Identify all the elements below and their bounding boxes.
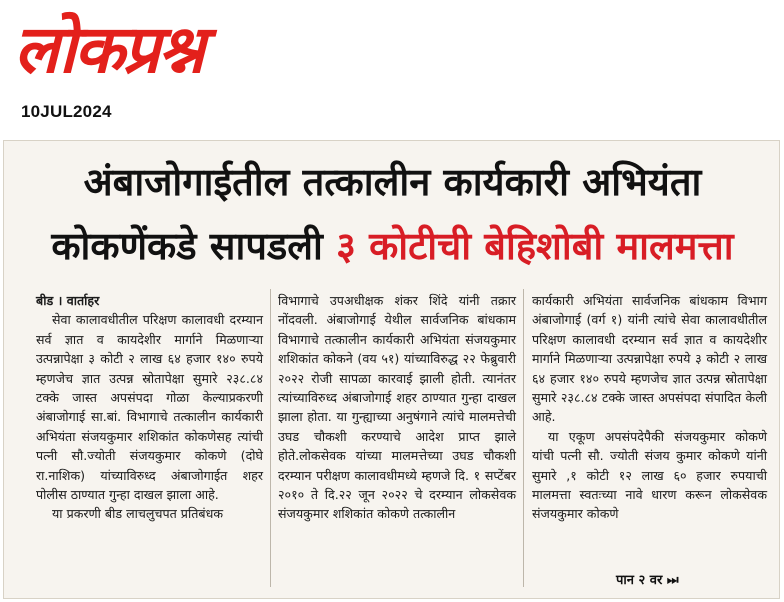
col3-paragraph-2: या एकूण अपसंपदेपैकी संजयकुमार कोकणे यांची पत्नी सौ. ज्योती संजय कुमार कोकणे यांनी सुमारे ,१ कोटी १२ लाख ६० हजार रुपयाची मालमत्ता स्वतःच्या नावे धारण करून लोकसेवक संजयकुमार कोकणे [532, 428, 767, 522]
col2-paragraph: विभागाचे उपअधीक्षक शंकर शिंदे यांनी तक्रार नोंदवली. अंबाजोगाई येथील सार्वजनिक बांधकाम विभागाचे तत्कालीन कार्यकारी अभियंता संजयकुमार शशिकांत कोकने (वय ५१) यांच्याविरुद्ध २२ फेब्रुवारी २०२२ रोजी सापळा कारवाई झाली होती. त्यानंतर त्यांच्याविरुध्द अंबाजोगाई शहर ठाण्यात गुन्हा दाखल झाला होता. या गुन्ह्याच्या अनुषंगाने त्यांचे मालमत्तेची उघड चौकशी करण्याचे आदेश प्राप्त झाले होते.लोकसेवक यांच्या मालमत्तेच्या उघड चौकशी दरम्यान परीक्षण कालावधीमध्ये म्हणजे दि. १ सप्टेंबर २०१० ते दि.२२ जून २०२२ चे दरम्यान लोकसेवक संजयकुमार शशिकांत कोकणे तत्कालीन [278, 293, 516, 522]
continued-on-page: पान २ वर ⏭ [616, 573, 679, 588]
headline-line2-black: कोकणेंकडे सापडली [51, 224, 323, 268]
headline-line1: अंबाजोगाईतील तत्कालीन कार्यकारी अभियंता [83, 160, 702, 204]
publication-date: 10JUL2024 [21, 102, 112, 121]
column-divider [270, 289, 271, 587]
masthead-title: लोकप्रश्न [14, 11, 203, 88]
headline-line2-red: ३ कोटीची बेहिशोबी मालमत्ता [336, 224, 734, 268]
article-column-3 [532, 291, 767, 524]
col3-paragraph-1: कार्यकारी अभियंता सार्वजनिक बांधकाम विभाग अंबाजोगाई (वर्ग १) यांनी त्यांचे सेवा कालावधीतील परिक्षण कालावधी दरम्यान सर्व ज्ञात व कायदेशीर मार्गाने मिळणाऱ्या उत्पन्नापेक्षा रुपये ३ कोटी २ लाख ६४ हजार १४० रुपये म्हणजेच ज्ञात उत्पन्न स्रोतापेक्षा सुमारे २३८.८४ टक्के जास्त अपसंपदा संपादित केली आहे. [532, 293, 767, 425]
byline: बीड । वार्ताहर [36, 293, 100, 308]
news-clipping [3, 140, 780, 599]
headline-line2 [4, 219, 781, 271]
newspaper-logo [14, 2, 284, 100]
col1-paragraph-1: सेवा कालावधीतील परिक्षण कालावधी दरम्यान सर्व ज्ञात व कायदेशीर मार्गाने मिळणाऱ्या उत्पन्नापेक्षा ३ कोटी २ लाख ६४ हजार १४० रुपये म्हणजेच ज्ञात उत्पन्न स्रोतापेक्षा सुमारे २३८.८४ टक्के जास्त अपसंपदा गोळा केल्याप्रकरणी अंबाजोगाई सा.बां. विभागाचे तत्कालीन कार्यकारी अभियंता संजयकुमार शशिकांत कोकणेसह त्यांची पत्नी सौ.ज्योती संजयकुमार कोकणे (दोघे रा.नाशिक) यांच्याविरुध्द अंबाजोगाईत शहर पोलीस ठाण्यात गुन्हा दाखल झाला आहे. [36, 312, 263, 503]
article-column-1 [36, 291, 263, 524]
col1-paragraph-2: या प्रकरणी बीड लाचलुचपत प्रतिबंधक [52, 506, 224, 522]
article-column-2 [278, 291, 516, 524]
column-divider [523, 289, 524, 587]
